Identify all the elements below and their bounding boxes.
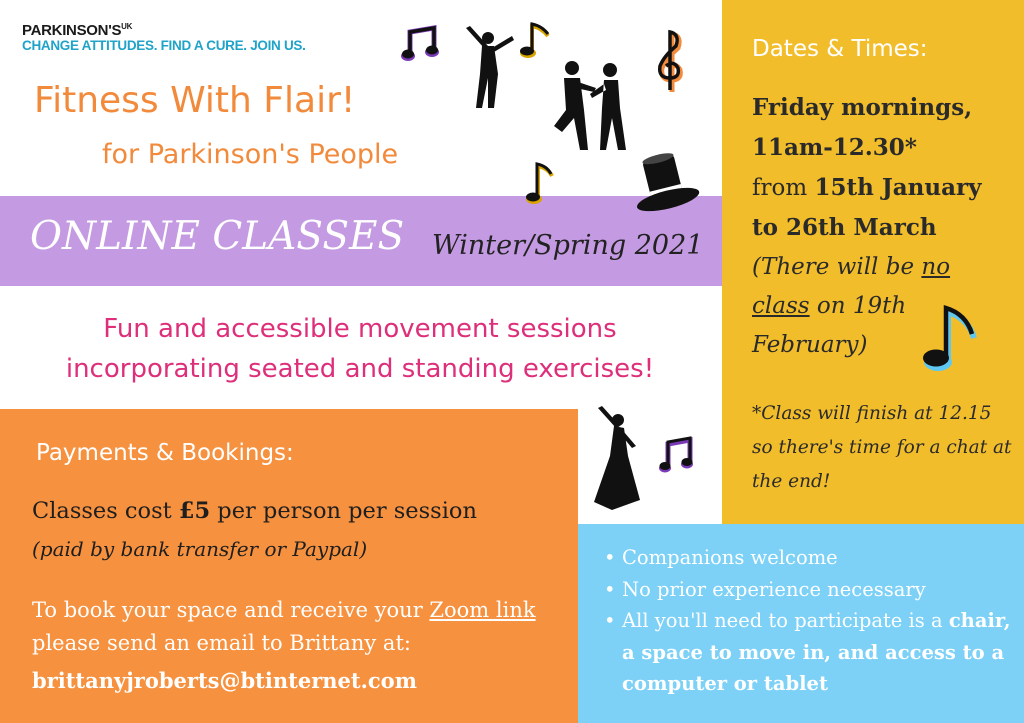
contact-email[interactable]: brittanyjroberts@btinternet.com bbox=[32, 668, 417, 693]
treble-clef-icon bbox=[648, 28, 692, 96]
dancer-silhouette-icon bbox=[460, 26, 516, 110]
music-note-icon bbox=[656, 436, 696, 476]
list-item: • No prior experience necessary bbox=[604, 574, 1014, 606]
list-item: • Companions welcome bbox=[604, 542, 1014, 574]
payment-method: (paid by bank transfer or Paypal) bbox=[32, 537, 368, 561]
banner-heading: ONLINE CLASSES bbox=[30, 214, 405, 259]
dancing-couple-icon bbox=[548, 58, 634, 154]
payments-title: Payments & Bookings: bbox=[36, 440, 294, 466]
music-note-icon bbox=[524, 160, 556, 208]
page-subtitle: for Parkinson's People bbox=[102, 139, 399, 170]
list-item: • All you'll need to participate is a chair, a space to move in, and access to a computer or tablet bbox=[604, 605, 1014, 700]
music-note-icon bbox=[918, 304, 980, 374]
music-note-icon bbox=[518, 22, 552, 62]
banner-season: Winter/Spring 2021 bbox=[432, 230, 704, 261]
music-note-icon bbox=[398, 24, 442, 68]
booking-text: To book your space and receive your Zoom link please send an email to Brittany at: bbox=[32, 598, 536, 655]
info-list bbox=[604, 542, 1014, 700]
dates-title: Dates & Times: bbox=[752, 36, 928, 62]
dates-note: *Class will finish at 12.15 so there's time for a chat at the end! bbox=[752, 403, 1012, 492]
dancer-silhouette-icon bbox=[588, 406, 646, 512]
zoom-link[interactable]: Zoom link bbox=[429, 598, 536, 622]
parkinsons-logo: $PARKINSON'S^{UK}$ bbox=[22, 22, 133, 39]
cost-text: Classes cost £5 per person per session bbox=[32, 498, 477, 524]
tagline-line-1: Fun and accessible movement sessions bbox=[103, 314, 617, 344]
page-title: Fitness With Flair! bbox=[34, 80, 356, 121]
logo-slogan: CHANGE ATTITUDES. FIND A CURE. JOIN US. bbox=[22, 38, 306, 53]
dates-details: Friday mornings, 11am-12.30* from 15th January to 26th March (There will be no class on 19th February) bbox=[752, 94, 982, 358]
tagline-line-2: incorporating seated and standing exercises! bbox=[65, 354, 655, 384]
top-hat-icon bbox=[628, 150, 700, 216]
